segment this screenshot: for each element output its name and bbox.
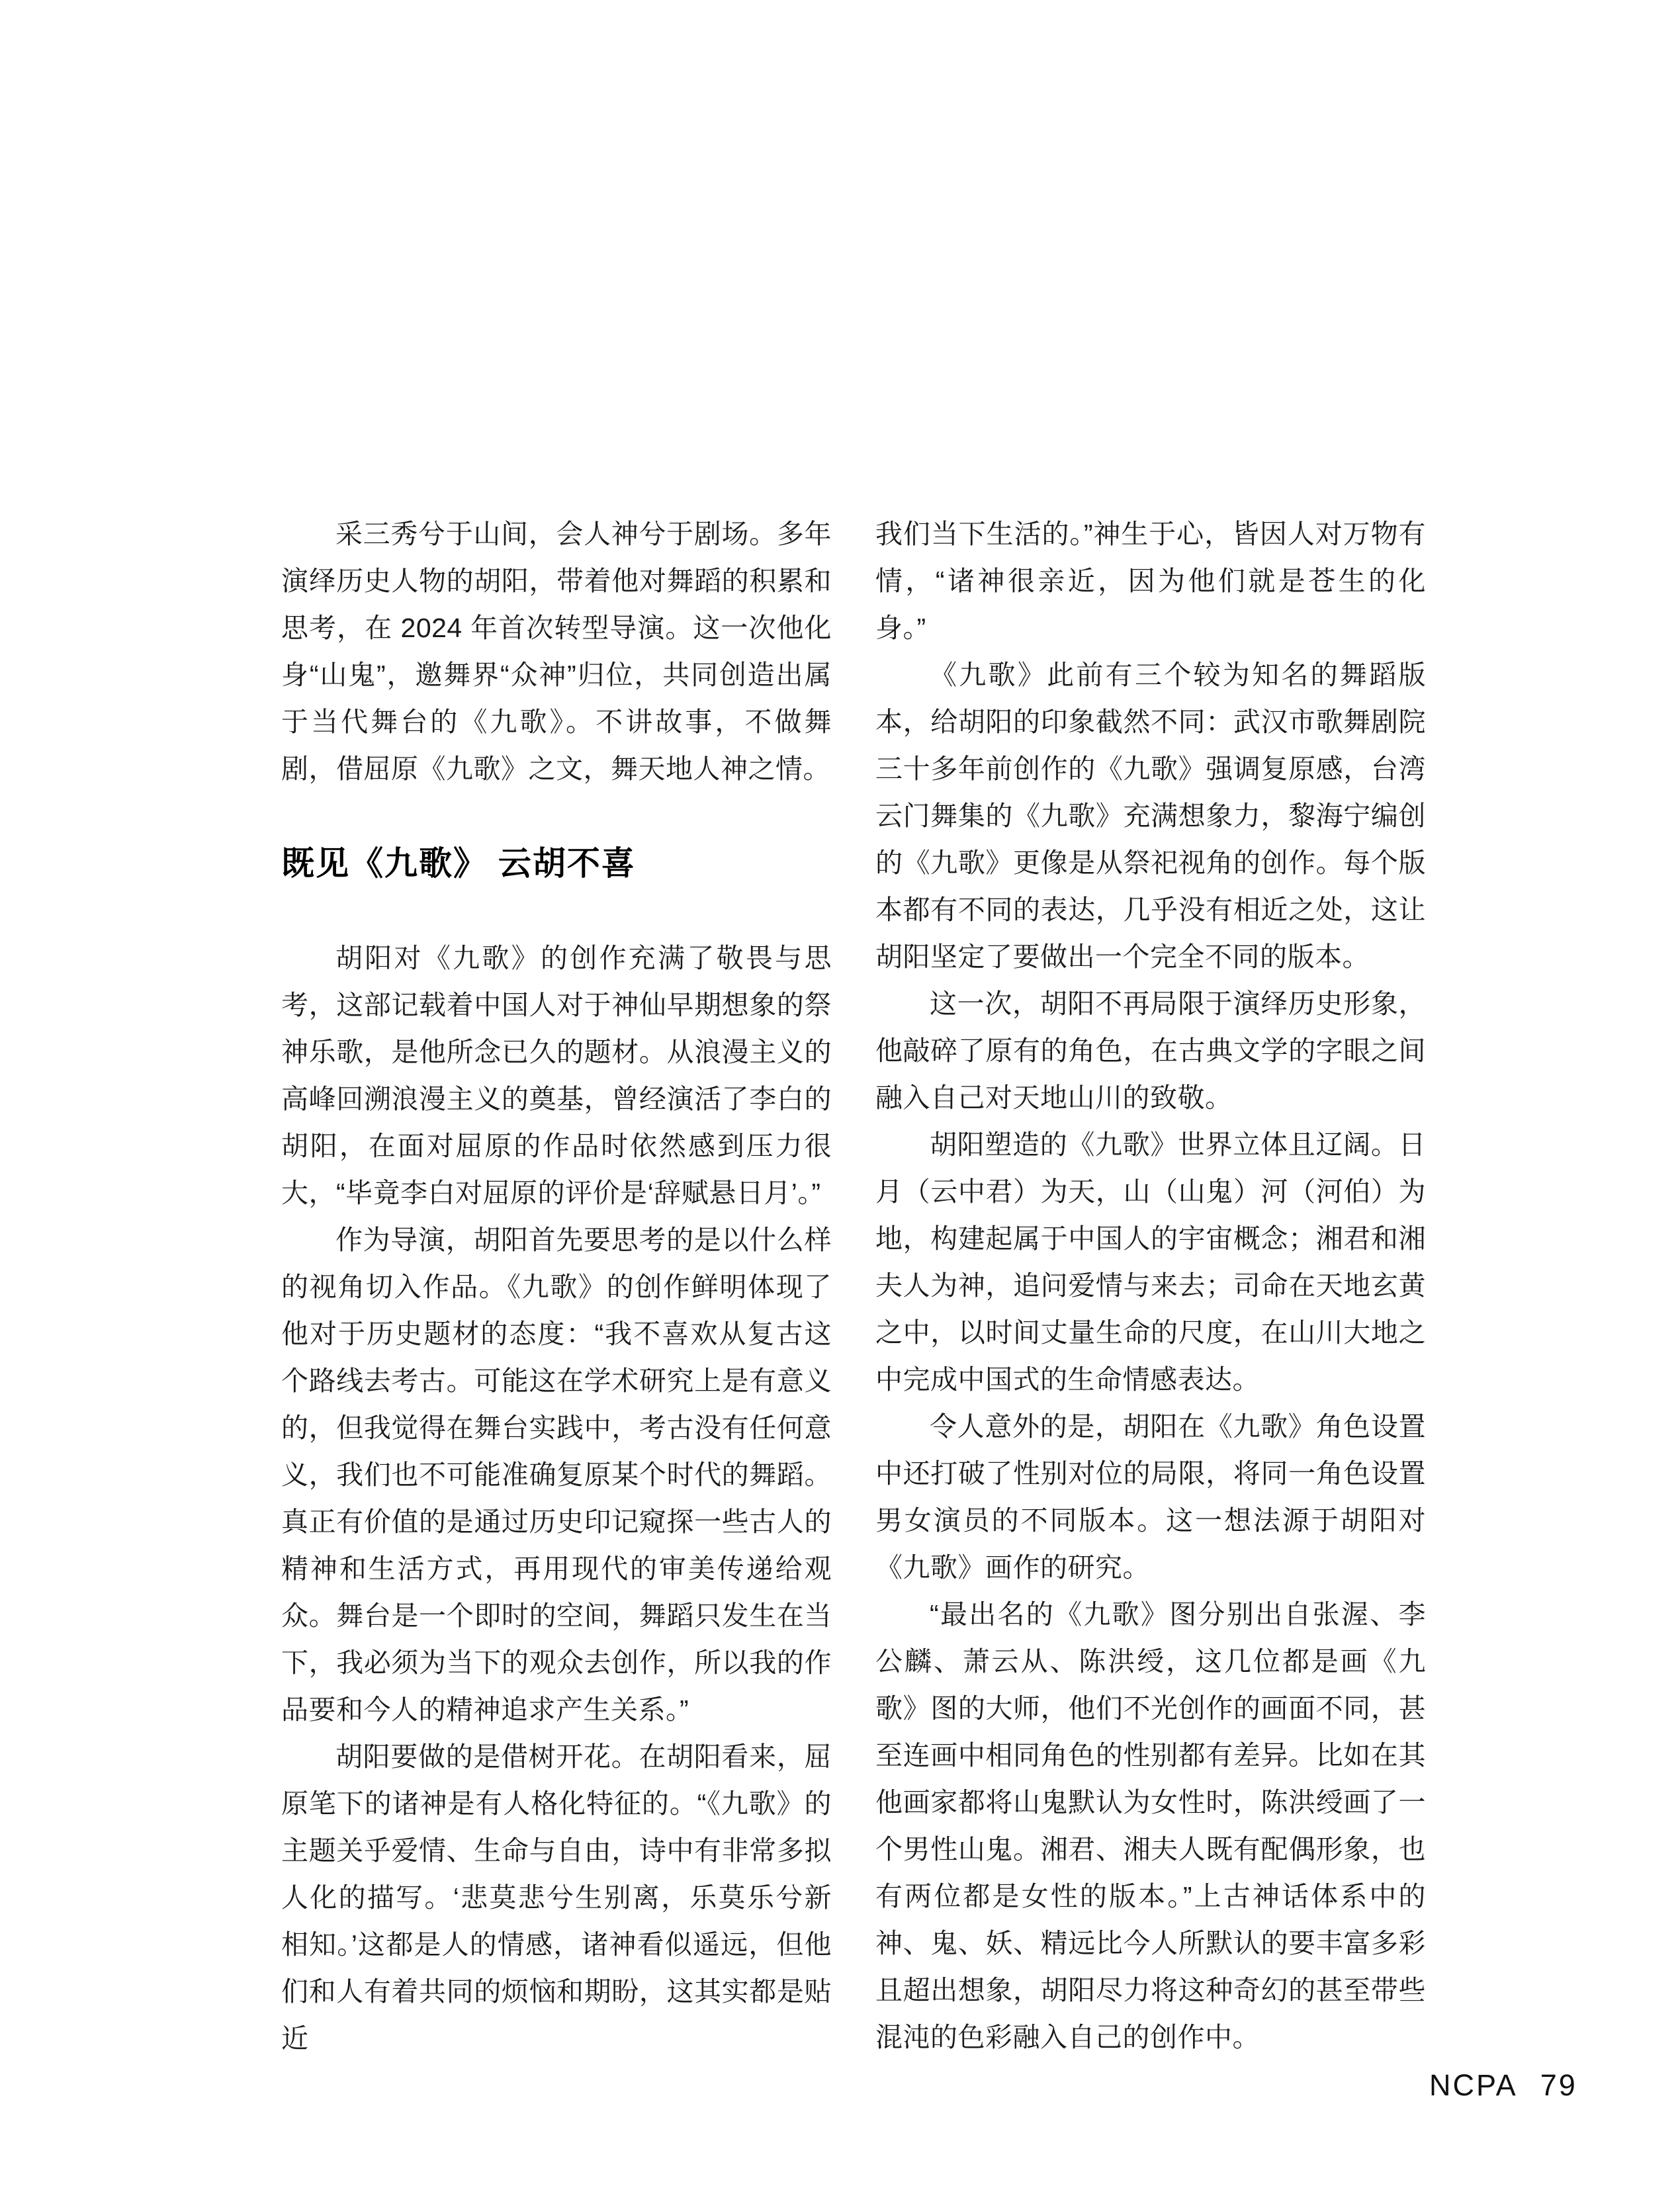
paragraph-intro: 采三秀兮于山间，会人神兮于剧场。多年演绎历史人物的胡阳，带着他对舞蹈的积累和思考，在 2024 年首次转型导演。这一次他化身“山鬼”，邀舞界“众神”归位，共同创造出属于当代舞台的《九歌》。不讲故事，不做舞剧，借屈原《九歌》之文，舞天地人神之情。: [281, 519, 832, 784]
paragraph: 《九歌》此前有三个较为知名的舞蹈版本，给胡阳的印象截然不同：武汉市歌舞剧院三十多年前创作的《九歌》强调复原感，台湾云门舞集的《九歌》充满想象力，黎海宁编创的《九歌》更像是从祭祀视角的创作。每个版本都有不同的表达，几乎没有相近之处，这让胡阳坚定了要做出一个完全不同的版本。: [875, 660, 1426, 972]
paragraph: 令人意外的是，胡阳在《九歌》角色设置中还打破了性别对位的局限，将同一角色设置男女演员的不同版本。这一想法源于胡阳对《九歌》画作的研究。: [875, 1411, 1426, 1583]
brand-label: NCPA: [1429, 2068, 1518, 2102]
paragraph-continued: 我们当下生活的。”神生于心，皆因人对万物有情，“诸神很亲近，因为他们就是苍生的化身。”: [875, 519, 1426, 643]
paragraph: “最出名的《九歌》图分别出自张渥、李公麟、萧云从、陈洪绶，这几位都是画《九歌》图的大师，他们不光创作的画面不同，甚至连画中相同角色的性别都有差异。比如在其他画家都将山鬼默认为女性时，陈洪绶画了一个男性山鬼。湘君、湘夫人既有配偶形象，也有两位都是女性的版本。”上古神话体系中的神、鬼、妖、精远比今人所默认的要丰富多彩且超出想象，胡阳尽力将这种奇幻的甚至带些混沌的色彩融入自己的创作中。: [875, 1599, 1426, 2052]
section-heading: 既见《九歌》 云胡不喜: [281, 845, 636, 882]
paragraph: 作为导演，胡阳首先要思考的是以什么样的视角切入作品。《九歌》的创作鲜明体现了他对于历史题材的态度：“我不喜欢从复古这个路线去考古。可能这在学术研究上是有意义的，但我觉得在舞台实践中，考古没有任何意义，我们也不可能准确复原某个时代的舞蹈。真正有价值的是通过历史印记窥探一些古人的精神和生活方式，再用现代的审美传递给观众。舞台是一个即时的空间，舞蹈只发生在当下，我必须为当下的观众去创作，所以我的作品要和今人的精神追求产生关系。”: [281, 1225, 832, 1725]
page-number: 79: [1540, 2068, 1577, 2102]
paragraph: 这一次，胡阳不再局限于演绎历史形象，他敲碎了原有的角色，在古典文学的字眼之间融入自己对天地山川的致敬。: [875, 988, 1426, 1113]
paragraph: 胡阳塑造的《九歌》世界立体且辽阔。日月（云中君）为天，山（山鬼）河（河伯）为地，构建起属于中国人的宇宙概念；湘君和湘夫人为神，追问爱情与来去；司命在天地玄黄之中，以时间丈量生命的尺度，在山川大地之中完成中国式的生命情感表达。: [875, 1129, 1426, 1395]
page-footer: [1429, 2070, 1577, 2101]
paragraph: 胡阳对《九歌》的创作充满了敬畏与思考，这部记载着中国人对于神仙早期想象的祭神乐歌，是他所念已久的题材。从浪漫主义的高峰回溯浪漫主义的奠基，曾经演活了李白的胡阳，在面对屈原的作品时依然感到压力很大，“毕竟李白对屈原的评价是‘辞赋悬日月’。”: [281, 943, 832, 1208]
left-column: [281, 511, 832, 2062]
paragraph: 胡阳要做的是借树开花。在胡阳看来，屈原笔下的诸神是有人格化特征的。“《九歌》的主题关乎爱情、生命与自由，诗中有非常多拟人化的描写。‘悲莫悲兮生别离，乐莫乐兮新相知。’这都是人的情感，诸神看似遥远，但他们和人有着共同的烦恼和期盼，这其实都是贴近: [281, 1741, 832, 2054]
right-column: [875, 511, 1426, 2062]
article-body: [281, 511, 1426, 2062]
